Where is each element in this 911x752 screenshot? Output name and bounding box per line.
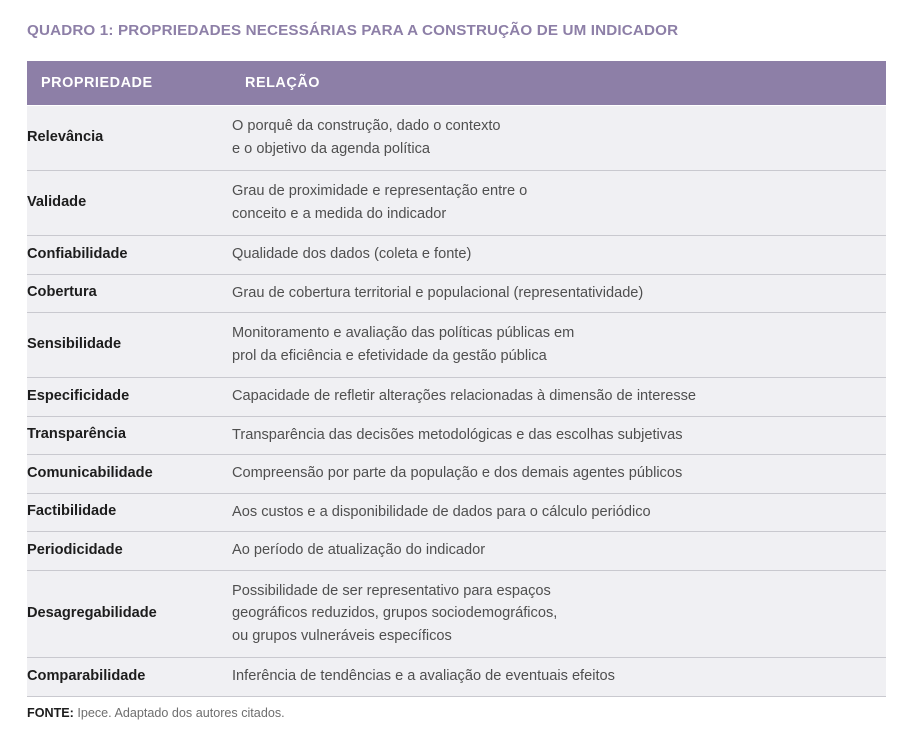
property-cell: Cobertura: [27, 274, 232, 313]
property-cell: Comunicabilidade: [27, 455, 232, 494]
table-row: [27, 106, 886, 171]
column-header-propriedade: PROPRIEDADE: [27, 61, 232, 106]
relation-cell: [232, 236, 886, 275]
relation-line: Transparência das decisões metodológicas e das escolhas subjetivas: [232, 426, 683, 443]
relation-cell: [232, 313, 886, 378]
table-row: [27, 658, 886, 697]
relation-line: Grau de cobertura territorial e populacional (representatividade): [232, 284, 644, 301]
properties-table: [27, 61, 886, 697]
table-row: [27, 532, 886, 571]
source-label: FONTE:: [27, 706, 74, 720]
relation-line: geográficos reduzidos, grupos sociodemográficos,: [232, 605, 558, 621]
property-cell: Transparência: [27, 416, 232, 455]
table-row: [27, 236, 886, 275]
table-header: [27, 61, 886, 106]
property-cell: Desagregabilidade: [27, 570, 232, 658]
table-row: [27, 313, 886, 378]
table-row: [27, 416, 886, 455]
relation-cell: [232, 570, 886, 658]
relation-line: Inferência de tendências e a avaliação de eventuais efeitos: [232, 668, 615, 684]
page-title: QUADRO 1: PROPRIEDADES NECESSÁRIAS PARA A CONSTRUÇÃO DE UM INDICADOR: [27, 22, 679, 39]
property-cell: Factibilidade: [27, 493, 232, 532]
property-cell: Confiabilidade: [27, 236, 232, 275]
table-row: [27, 570, 886, 658]
relation-cell: [232, 171, 886, 236]
relation-cell: [232, 493, 886, 532]
relation-line: ou grupos vulneráveis específicos: [232, 627, 452, 644]
relation-line: Qualidade dos dados (coleta e fonte): [232, 246, 472, 262]
relation-line: Aos custos e a disponibilidade de dados para o cálculo periódico: [232, 503, 651, 520]
relation-cell: [232, 106, 886, 171]
source-note: [27, 705, 285, 721]
property-cell: Especificidade: [27, 378, 232, 417]
table-body: [27, 106, 886, 697]
relation-cell: [232, 532, 886, 571]
property-cell: Comparabilidade: [27, 658, 232, 697]
relation-cell: [232, 378, 886, 417]
relation-line: conceito e a medida do indicador: [232, 205, 447, 222]
relation-cell: [232, 274, 886, 313]
relation-line: Monitoramento e avaliação das políticas públicas em: [232, 325, 575, 341]
table-row: [27, 171, 886, 236]
relation-cell: [232, 455, 886, 494]
relation-line: Compreensão por parte da população e dos demais agentes públicos: [232, 465, 683, 481]
relation-line: Grau de proximidade e representação entre o: [232, 183, 528, 199]
column-header-relacao: RELAÇÃO: [232, 61, 886, 106]
property-cell: Validade: [27, 171, 232, 236]
relation-line: Capacidade de refletir alterações relacionadas à dimensão de interesse: [232, 388, 697, 404]
relation-line: O porquê da construção, dado o contexto: [232, 118, 501, 134]
property-cell: Periodicidade: [27, 532, 232, 571]
relation-line: Possibilidade de ser representativo para espaços: [232, 582, 551, 599]
table-row: [27, 274, 886, 313]
relation-cell: [232, 416, 886, 455]
relation-line: e o objetivo da agenda política: [232, 140, 430, 157]
relation-line: prol da eficiência e efetividade da gestão pública: [232, 347, 547, 364]
table-row: [27, 493, 886, 532]
property-cell: Sensibilidade: [27, 313, 232, 378]
source-value: Ipece. Adaptado dos autores citados.: [77, 706, 285, 720]
table-row: [27, 378, 886, 417]
relation-cell: [232, 658, 886, 697]
relation-line: Ao período de atualização do indicador: [232, 542, 486, 558]
property-cell: Relevância: [27, 106, 232, 171]
table-header-row: [27, 61, 886, 106]
table-row: [27, 455, 886, 494]
